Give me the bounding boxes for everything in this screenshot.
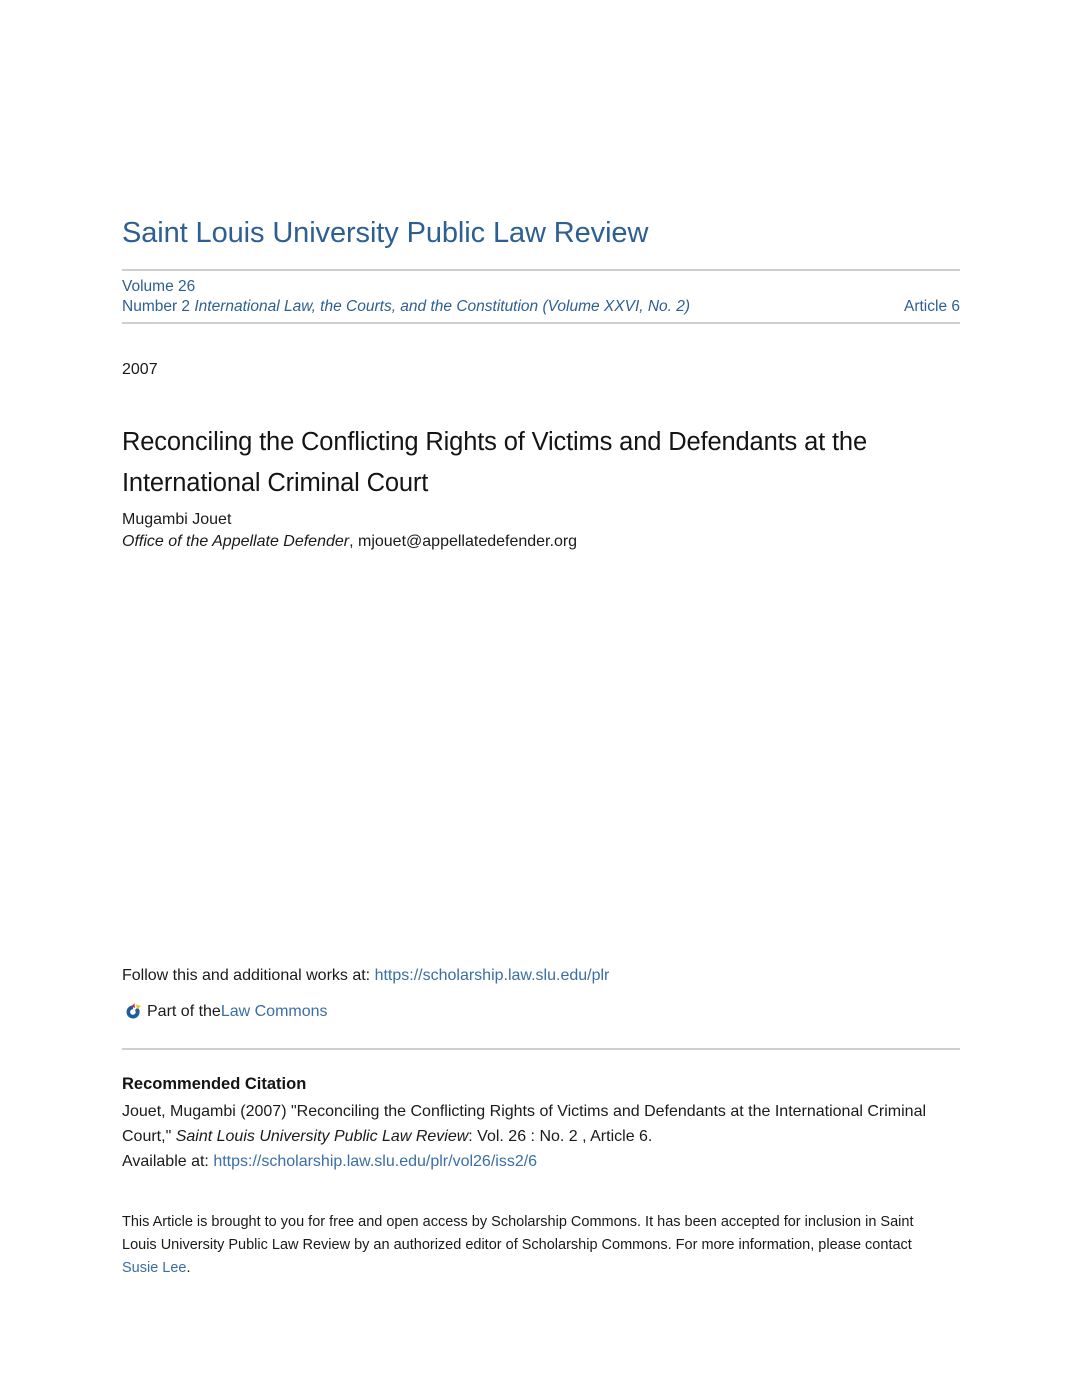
law-commons-link[interactable]: Law Commons [220, 1003, 328, 1020]
commons-prefix-label: Part of the [147, 1003, 221, 1020]
commons-line [122, 1000, 328, 1024]
article-permalink[interactable]: https://scholarship.law.slu.edu/plr/vol26/iss2/6 [213, 1153, 538, 1170]
citation-divider [122, 1048, 960, 1050]
publication-year: 2007 [122, 361, 158, 378]
citation-text-start: Jouet, Mugambi (2007) "Reconciling the Conflicting Rights of Victims and Defendants at the International Criminal Court," [122, 1103, 927, 1145]
access-statement-period: . [186, 1260, 191, 1276]
author-organization: Office of the Appellate Defender [122, 533, 350, 550]
follow-works-label: Follow this and additional works at: [122, 967, 375, 984]
author-block [122, 509, 932, 553]
available-at-line [122, 1149, 954, 1174]
journal-repository-link[interactable]: https://scholarship.law.slu.edu/plr [374, 967, 610, 984]
issue-title: International Law, the Courts, and the Constitution (Volume XXVI, No. 2) [194, 298, 691, 315]
citation-journal-name: Saint Louis University Public Law Review [175, 1128, 469, 1145]
cover-page [122, 0, 960, 1400]
article-title: Reconciling the Conflicting Rights of Victims and Defendants at the International Criminal Court [122, 428, 867, 498]
journal-title: Saint Louis University Public Law Review [122, 217, 649, 249]
access-statement-text: This Article is brought to you for free and open access by Scholarship Commons. It has been accepted for inclusion in Saint Louis University Public Law Review by an authorized editor of Scholarship Commons. For more information, please contact [122, 1214, 914, 1253]
available-at-label: Available at: [122, 1153, 214, 1170]
author-name: Mugambi Jouet [122, 511, 232, 528]
author-affiliation [122, 531, 932, 553]
recommended-citation-body [122, 1099, 954, 1174]
recommended-citation-heading: Recommended Citation [122, 1075, 307, 1093]
access-statement [122, 1211, 932, 1280]
issue-identifier [122, 277, 690, 317]
citation-text-end: : Vol. 26 : No. 2 , Article 6. [468, 1128, 653, 1145]
article-number: Article 6 [904, 298, 960, 315]
author-separator: , [349, 533, 358, 550]
volume-label: Volume 26 [122, 278, 196, 295]
issue-header-band [122, 269, 960, 324]
author-email: mjouet@appellatedefender.org [358, 533, 578, 550]
contact-link[interactable]: Susie Lee [122, 1260, 187, 1276]
number-label: Number 2 [122, 298, 191, 315]
digital-commons-network-icon [122, 1001, 144, 1023]
follow-works-line [122, 965, 609, 987]
issue-header-row [122, 277, 960, 317]
